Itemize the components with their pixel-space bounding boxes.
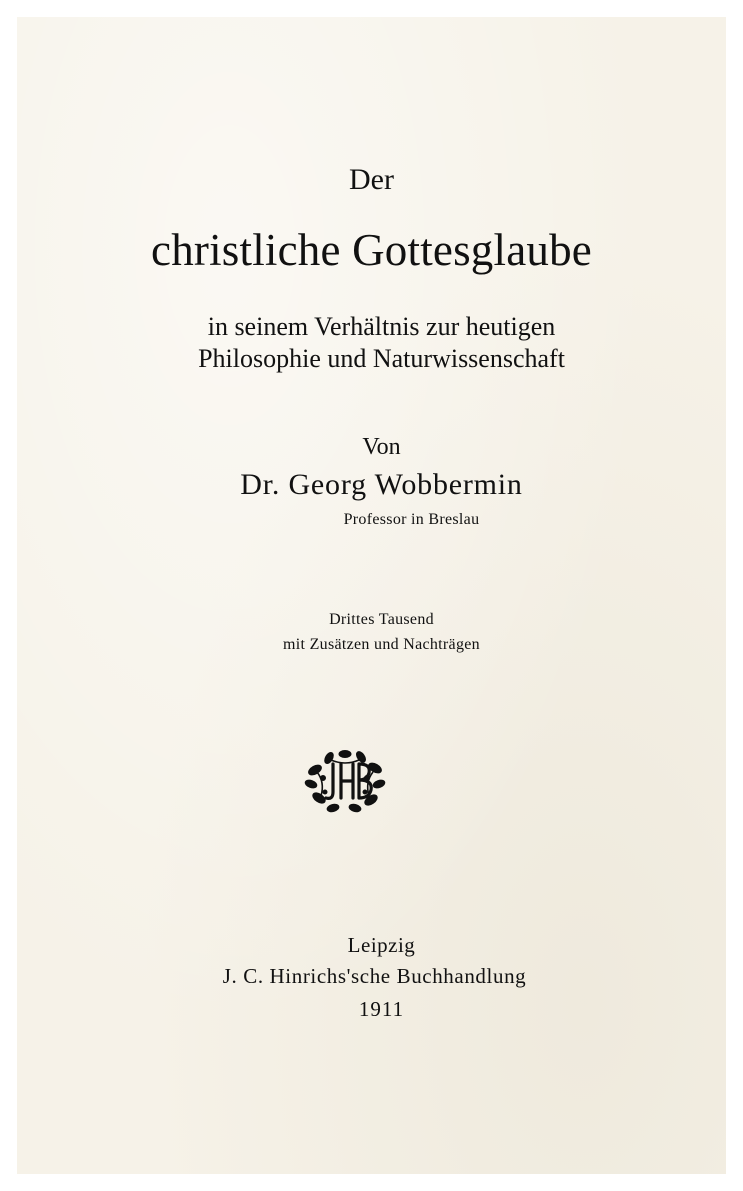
- book-title: christliche Gottesglaube: [151, 225, 592, 275]
- edition-line-2: mit Zusätzen und Nachträgen: [283, 636, 480, 653]
- author-name: Dr. Georg Wobbermin: [240, 468, 523, 501]
- publisher-monogram-icon: [303, 748, 387, 814]
- subtitle-line-2: Philosophie und Naturwissenschaft: [198, 344, 565, 373]
- title-article: Der: [349, 163, 394, 196]
- edition-line-1: Drittes Tausend: [329, 611, 434, 628]
- publication-city: Leipzig: [347, 933, 416, 957]
- subtitle-line-1: in seinem Verhältnis zur heutigen: [207, 312, 556, 341]
- publication-year: 1911: [358, 997, 405, 1021]
- author-affiliation: Professor in Breslau: [343, 511, 480, 528]
- by-line: Von: [362, 434, 401, 460]
- publisher-name: J. C. Hinrichs'sche Buchhandlung: [222, 964, 527, 988]
